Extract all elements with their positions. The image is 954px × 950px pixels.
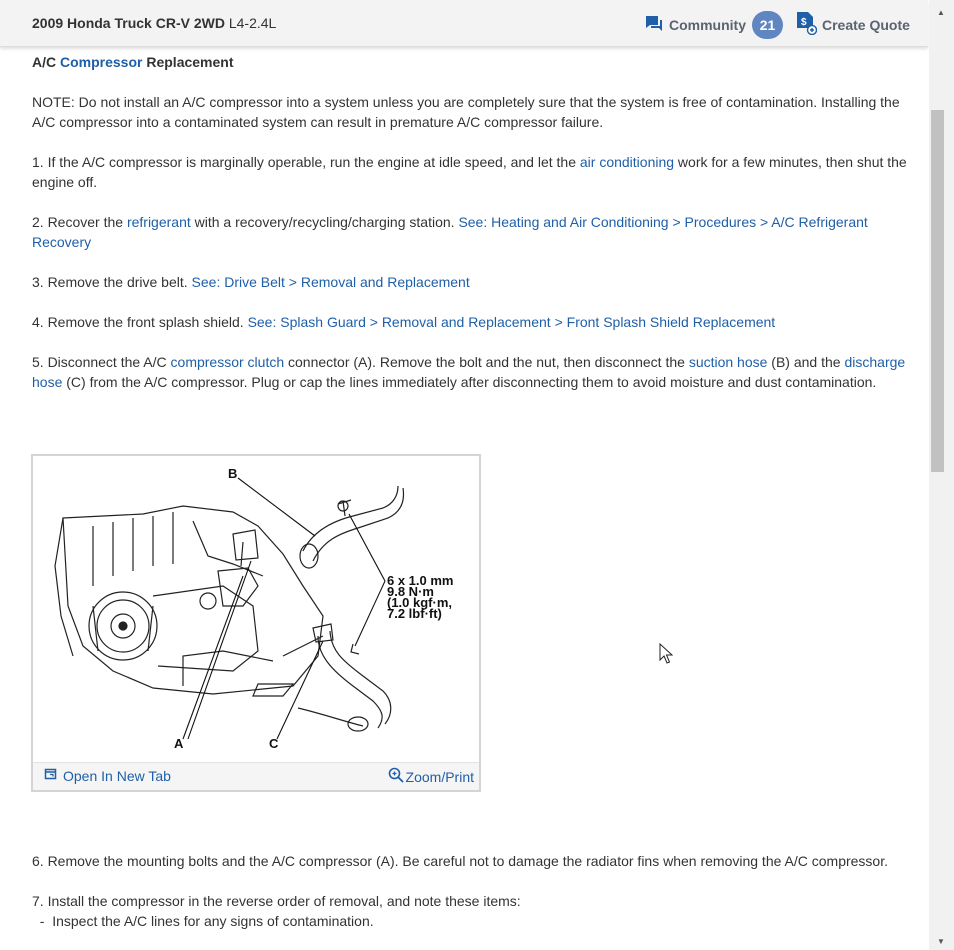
step-7-bullet: - Inspect the A/C lines for any signs of contamination. (32, 913, 374, 929)
article-title: A/C Compressor Replacement (32, 54, 234, 70)
chat-icon (645, 15, 663, 36)
step-3: 3. Remove the drive belt. See: Drive Belt > Removal and Replacement (32, 274, 470, 290)
mouse-pointer-icon (659, 643, 673, 668)
open-in-new-tab-link[interactable]: Open In New Tab (44, 767, 171, 784)
splash-shield-link[interactable]: See: Splash Guard > Removal and Replacement > Front Splash Shield Replacement (247, 314, 776, 330)
zoom-print-link[interactable]: Zoom/Print (388, 767, 474, 786)
refrigerant-recovery-link[interactable]: See: Heating and Air Conditioning > Procedures > A/C Refrigerant Recovery (32, 214, 868, 250)
compressor-link[interactable]: Compressor (60, 54, 143, 70)
refrigerant-link[interactable]: refrigerant (126, 214, 191, 230)
step-6: 6. Remove the mounting bolts and the A/C compressor (A). Be careful not to damage the radiator fins when removing the A/C compressor. (32, 853, 888, 869)
article-body-continued (32, 851, 922, 931)
drive-belt-link[interactable]: See: Drive Belt > Removal and Replacement (191, 274, 470, 290)
figure-label-a: A (174, 736, 184, 751)
note-paragraph: NOTE: Do not install an A/C compressor into a system unless you are completely sure that the system is free of contamination. Installing the A/C compressor into a contaminated system can result in premature A/C compressor failure. (32, 94, 900, 130)
suction-hose-link[interactable]: suction hose (688, 354, 768, 370)
article-body (32, 52, 912, 392)
step-1: 1. If the A/C compressor is marginally operable, run the engine at idle speed, and let the air conditioning work for a few minutes, then shut the engine off. (32, 154, 907, 190)
scroll-up-icon[interactable]: ▲ (937, 8, 945, 17)
create-quote-button[interactable]: $ Create Quote (795, 11, 910, 38)
scroll-down-icon[interactable]: ▼ (937, 937, 945, 946)
discharge-hose-link[interactable]: discharge hose (32, 354, 906, 390)
torque-spec-line-3: (1.0 kgf·m, (387, 595, 453, 610)
scroll-thumb[interactable] (931, 110, 944, 472)
quote-icon (795, 11, 817, 38)
step-5: 5. Disconnect the A/C compressor clutch connector (A). Remove the bolt and the nut, then disconnect the suction hose (B) and the discharge hose (C) from the A/C compressor. Plug or cap the lines immediately after disconnecting them to avoid moisture and dust contamination. (32, 354, 906, 390)
diagram-figure (31, 454, 481, 792)
air-conditioning-link[interactable]: air conditioning (579, 154, 675, 170)
figure-toolbar (33, 762, 479, 790)
compressor-diagram (33, 456, 479, 763)
scrollbar[interactable] (929, 0, 954, 950)
compressor-clutch-link[interactable]: compressor clutch (170, 354, 285, 370)
figure-label-b: B (228, 466, 238, 481)
svg-text:$: $ (801, 17, 807, 28)
zoom-icon (388, 767, 404, 786)
step-7: 7. Install the compressor in the reverse order of removal, and note these items: (32, 893, 521, 909)
community-button[interactable]: Community 21 (645, 11, 783, 39)
community-count-badge: 21 (752, 11, 783, 39)
torque-spec-line-2: 9.8 N·m (387, 584, 434, 599)
step-4: 4. Remove the front splash shield. See: Splash Guard > Removal and Replacement > Front Splash Shield Replacement (32, 314, 776, 330)
open-tab-icon (44, 767, 58, 784)
step-2: 2. Recover the refrigerant with a recovery/recycling/charging station. See: Heating and Air Conditioning > Procedures > A/C Refrigerant Recovery (32, 214, 868, 250)
figure-label-c: C (269, 736, 279, 751)
top-bar (0, 0, 928, 47)
vehicle-title: 2009 Honda Truck CR-V 2WD L4-2.4L (32, 15, 277, 31)
torque-spec-line-4: 7.2 lbf·ft) (387, 606, 442, 621)
torque-spec-line-1: 6 x 1.0 mm (387, 573, 454, 588)
